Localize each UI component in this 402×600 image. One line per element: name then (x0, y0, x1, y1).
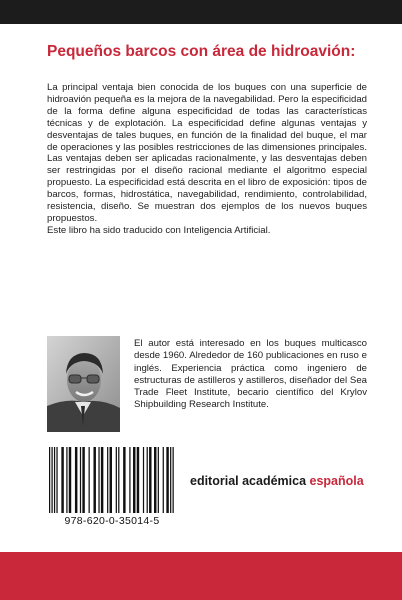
top-band (0, 0, 402, 24)
barcode-bar (170, 447, 171, 513)
author-photo (47, 336, 120, 432)
barcode-bar (82, 447, 84, 513)
barcode-bar (75, 447, 77, 513)
barcode-bar (149, 447, 151, 513)
publisher-logo (190, 474, 370, 488)
description-paragraph: La principal ventaja bien conocida de los buques con una superficie de hidroavión pequeña es la mejora de la navegabilidad. Pero la especificidad de la forma define alguna especificidad de todas las características técnicas y de explotación. La especificidad define algunas ventajas y desventajas de tales buques, en función de la finalidad del buque, el mar de operaciones y las posibles restricciones de las dimensiones principales. Las ventajas deben ser aplicadas racionalmente, y las desventajas deben ser restringidas por el diseño racional mediante el algoritmo especial propuesto. La especificidad está descrita en el libro de exposición: tipos de barcos, formas, hidrostática, navegabilidad, rendimiento, controlabilidad, resistencia, diseño. Se muestran dos ejemplos de los nuevos buques propuestos. (47, 82, 367, 224)
barcode-bar (158, 447, 159, 513)
barcode-bar (101, 447, 103, 513)
barcode-bar (173, 447, 174, 513)
barcode-bar (54, 447, 55, 513)
barcode-bar (166, 447, 168, 513)
barcode-bar (129, 447, 130, 513)
barcode-bars (47, 447, 177, 515)
barcode-bar (80, 447, 81, 513)
bottom-band (0, 552, 402, 600)
barcode-bar (116, 447, 117, 513)
barcode-bar (118, 447, 119, 513)
barcode-bar (56, 447, 57, 513)
barcode-bar (93, 447, 95, 513)
translation-note: Este libro ha sido traducido con Inteligencia Artificial. (47, 224, 271, 236)
barcode-bar (123, 447, 125, 513)
author-bio: El autor está interesado en los buques multicasco desde 1960. Alrededor de 160 publicaciones en ruso e inglés. Experiencia práctica como ingeniero de estructuras de astilleros y astilleros, diseñador del Sea Trade Fleet Institute, becario científico del Krylov Shipbuilding Research Institute. (134, 338, 367, 411)
barcode-bar (66, 447, 67, 513)
publisher-name: editorial académica (190, 474, 310, 488)
barcode-bar (61, 447, 63, 513)
barcode-bar (51, 447, 52, 513)
barcode-bar (107, 447, 108, 513)
barcode-bar (137, 447, 139, 513)
barcode-bar (143, 447, 144, 513)
isbn-number: 978-620-0-35014-5 (64, 515, 160, 527)
back-cover-title: Pequeños barcos con área de hidroavión: (47, 43, 356, 60)
barcode-bar (163, 447, 164, 513)
publisher-name-accent: española (309, 474, 364, 488)
book-description (47, 82, 367, 237)
barcode-bar (49, 447, 50, 513)
barcode-bar (147, 447, 148, 513)
barcode-bar (98, 447, 99, 513)
barcode-bar (69, 447, 71, 513)
barcode-bar (110, 447, 112, 513)
barcode-bar (133, 447, 135, 513)
barcode-bar (154, 447, 156, 513)
barcode-bar (89, 447, 90, 513)
isbn-barcode (47, 447, 177, 529)
